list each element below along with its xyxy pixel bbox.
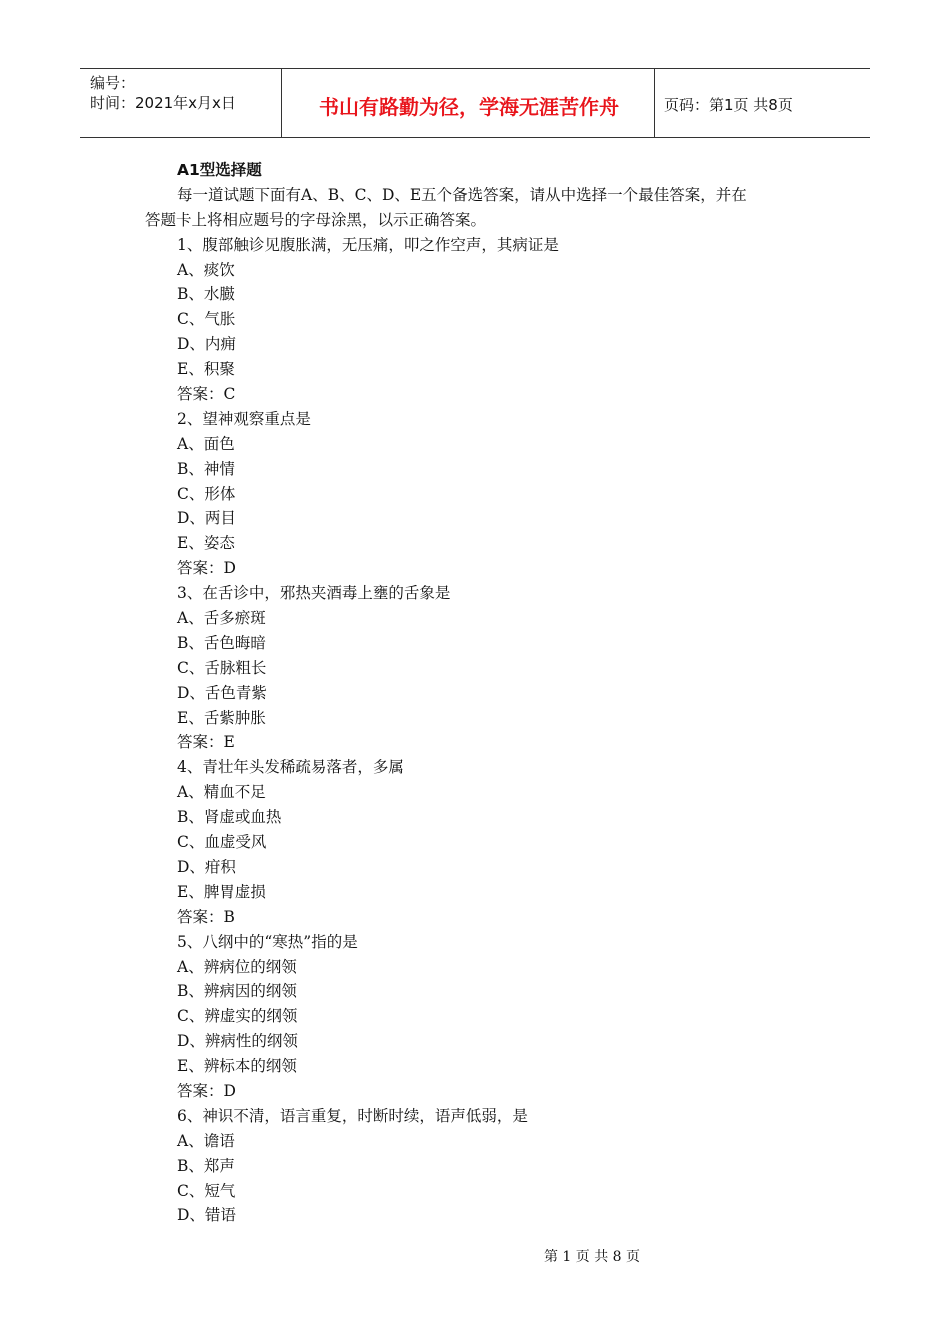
page-header xyxy=(80,68,870,138)
option-d: D、两目 xyxy=(177,509,236,528)
number-label: 编号： xyxy=(90,74,136,92)
question-1 xyxy=(0,233,950,407)
question-3 xyxy=(0,581,950,755)
header-divider xyxy=(281,69,282,137)
question-stem: 4、青壮年头发稀疏易落者，多属 xyxy=(177,758,404,777)
option-e: E、积聚 xyxy=(177,360,235,379)
question-5 xyxy=(0,930,950,1104)
question-4 xyxy=(0,755,950,929)
option-e: E、姿态 xyxy=(177,534,235,553)
option-b: B、舌色晦暗 xyxy=(177,633,266,652)
option-a: A、谵语 xyxy=(177,1131,235,1150)
page-footer xyxy=(0,1246,950,1266)
option-c: C、辨虚实的纲领 xyxy=(177,1007,298,1026)
option-d: D、内痈 xyxy=(177,335,236,354)
option-c: C、舌脉粗长 xyxy=(177,658,267,677)
section-intro-line-2: 答题卡上将相应题号的字母涂黑，以示正确答案。 xyxy=(145,210,487,229)
option-b: B、神情 xyxy=(177,459,235,478)
question-stem: 6、神识不清，语言重复，时断时续，语声低弱，是 xyxy=(177,1106,528,1125)
date-label: 时间：2021年x月x日 xyxy=(90,94,236,112)
option-c: C、短气 xyxy=(177,1181,236,1200)
answer: 答案：E xyxy=(177,733,235,752)
option-b: B、郑声 xyxy=(177,1156,235,1175)
question-6 xyxy=(0,1104,950,1228)
question-stem: 3、在舌诊中，邪热夹酒毒上壅的舌象是 xyxy=(177,584,451,603)
motto: 书山有路勤为径，学海无涯苦作舟 xyxy=(319,94,619,119)
option-b: B、水臌 xyxy=(177,285,235,304)
option-d: D、疳积 xyxy=(177,857,236,876)
document-body xyxy=(0,158,950,1228)
option-c: C、形体 xyxy=(177,484,236,503)
answer: 答案：D xyxy=(177,1081,236,1100)
header-left xyxy=(90,73,236,113)
option-a: A、痰饮 xyxy=(177,260,235,279)
question-stem: 2、望神观察重点是 xyxy=(177,409,311,428)
answer: 答案：B xyxy=(177,907,235,926)
option-b: B、辨病因的纲领 xyxy=(177,982,297,1001)
section-intro-line-1: 每一道试题下面有A、B、C、D、E五个备选答案，请从中选择一个最佳答案，并在 xyxy=(177,185,747,204)
option-a: A、精血不足 xyxy=(177,783,266,802)
page-info: 页码：第1页 共8页 xyxy=(664,95,793,114)
option-d: D、错语 xyxy=(177,1206,236,1225)
option-e: E、辨标本的纲领 xyxy=(177,1057,297,1076)
option-c: C、气胀 xyxy=(177,310,236,329)
section-title: A1型选择题 xyxy=(177,161,262,179)
answer: 答案：C xyxy=(177,385,236,404)
answer: 答案：D xyxy=(177,559,236,578)
question-stem: 1、腹部触诊见腹胀满，无压痛，叩之作空声，其病证是 xyxy=(177,235,559,254)
option-e: E、脾胃虚损 xyxy=(177,882,266,901)
option-c: C、血虚受风 xyxy=(177,833,267,852)
option-e: E、舌紫肿胀 xyxy=(177,708,266,727)
option-a: A、面色 xyxy=(177,434,235,453)
question-stem: 5、八纲中的“寒热”指的是 xyxy=(177,932,358,951)
option-b: B、肾虚或血热 xyxy=(177,808,282,827)
option-a: A、舌多瘀斑 xyxy=(177,609,266,628)
option-a: A、辨病位的纲领 xyxy=(177,957,297,976)
footer-page-number: 第 1 页 共 8 页 xyxy=(543,1249,641,1265)
option-d: D、舌色青紫 xyxy=(177,683,267,702)
question-2 xyxy=(0,407,950,581)
option-d: D、辨病性的纲领 xyxy=(177,1032,298,1051)
